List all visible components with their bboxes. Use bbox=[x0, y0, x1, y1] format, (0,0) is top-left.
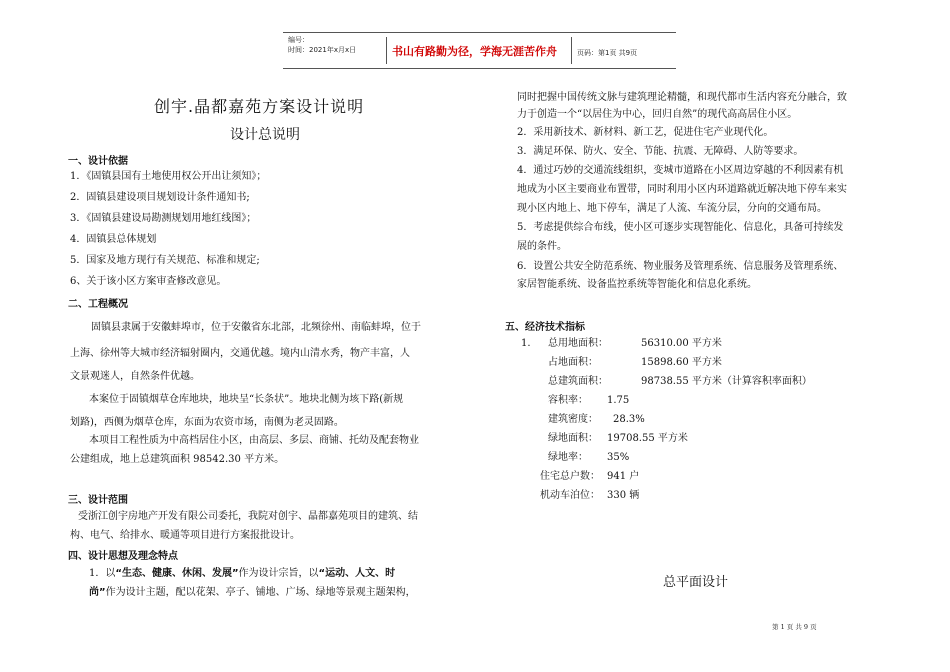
spec-label: 机动车泊位： bbox=[540, 490, 600, 501]
spec-value: 15898.60 平方米 bbox=[641, 357, 722, 368]
paragraph-line: 6．设置公共安全防范系统、物业服务及管理系统、信息服务及管理系统、 bbox=[517, 261, 844, 272]
spec-label: 占地面积： bbox=[548, 357, 598, 368]
emphasis-text: 尚” bbox=[89, 587, 106, 598]
header-page: 页码：第1页 共9页 bbox=[577, 49, 638, 57]
section-heading: 三、设计范围 bbox=[68, 495, 128, 506]
header-divider bbox=[571, 37, 572, 64]
spec-label: 住宅总户数： bbox=[540, 471, 600, 482]
emphasis-text: “运动、人文、时 bbox=[318, 568, 396, 579]
paragraph-line: 家居智能系统、设备监控系统等智能化和信息化系统。 bbox=[517, 279, 757, 290]
list-item: 6、关于该小区方案审查修改意见。 bbox=[70, 276, 227, 287]
list-item: 3．《固镇县建设局勘测规划用地红线图》； bbox=[70, 213, 257, 224]
header-time: 时间：2021年x月x日 bbox=[288, 46, 357, 54]
header-motto: 书山有路勤为径，学海无涯苦作舟 bbox=[392, 45, 557, 58]
paragraph-line: 构、电气、给排水、暖通等项目进行方案报批设计。 bbox=[70, 530, 300, 541]
text-run: 作为设计宗旨，以 bbox=[238, 568, 319, 579]
paragraph-line: 4．通过巧妙的交通流线组织，变城市道路在小区周边穿越的不利因素有机 bbox=[517, 165, 844, 176]
spec-value: 35% bbox=[607, 452, 630, 463]
header-number: 编号： bbox=[288, 36, 309, 44]
item-number: 1. bbox=[521, 338, 531, 349]
paragraph-line: 文景观迷人，自然条件优越。 bbox=[70, 371, 200, 382]
spec-label: 容积率： bbox=[548, 395, 588, 406]
section-heading: 五、经济技术指标 bbox=[505, 322, 585, 333]
list-item: 2．固镇县建设项目规划设计条件通知书; bbox=[70, 192, 250, 203]
paragraph-line: 划路)，西侧为烟草仓库，东面为农资市场，南侧为老灵固路。 bbox=[70, 417, 344, 428]
paragraph-line bbox=[89, 582, 416, 603]
page-footer: 第 1 页 共 9 页 bbox=[772, 623, 817, 631]
text-run: 1．以 bbox=[89, 568, 116, 579]
paragraph-line: 地成为小区主要商业布置带，同时利用小区内环道路就近解决地下停车来实 bbox=[517, 184, 847, 195]
doc-subtitle: 设计总说明 bbox=[230, 127, 300, 143]
list-item: 5．国家及地方现行有关规范、标准和规定; bbox=[70, 255, 260, 266]
section-heading: 二、工程概况 bbox=[68, 299, 128, 310]
section-title: 总平面设计 bbox=[663, 575, 729, 590]
spec-label: 总建筑面积： bbox=[548, 376, 608, 387]
spec-value: 98738.55 平方米（计算容积率面积） bbox=[641, 376, 812, 387]
spec-label: 绿地率： bbox=[548, 452, 588, 463]
spec-label: 绿地面积： bbox=[548, 433, 598, 444]
list-item: 1．《固镇县国有土地使用权公开出让须知》； bbox=[70, 171, 267, 182]
paragraph-line: 2．采用新技术、新材料、新工艺，促进住宅产业现代化。 bbox=[517, 127, 774, 138]
paragraph-line: 力于创造一个“以居住为中心，回归自然”的现代高高居住小区。 bbox=[517, 109, 798, 120]
section-heading: 一、设计依据 bbox=[68, 156, 128, 167]
spec-value: 1.75 bbox=[607, 395, 630, 406]
emphasis-text: “生态、健康、休闲、发展” bbox=[115, 568, 239, 579]
paragraph-line: 3．满足环保、防火、安全、节能、抗震、无障碍、人防等要求。 bbox=[517, 146, 804, 157]
spec-value: 56310.00 平方米 bbox=[641, 338, 722, 349]
list-item: 4．固镇县总体规划 bbox=[70, 234, 157, 245]
doc-title: 创宇.晶都嘉苑方案设计说明 bbox=[154, 97, 365, 116]
paragraph-line: 展的条件。 bbox=[517, 241, 567, 252]
paragraph-line bbox=[89, 563, 395, 584]
section-heading: 四、设计思想及理念特点 bbox=[68, 551, 178, 562]
header-divider bbox=[386, 37, 387, 64]
paragraph-line: 本案位于固镇烟草仓库地块，地块呈“长条状”。地块北侧为垓下路(新规 bbox=[89, 394, 404, 405]
section-body bbox=[70, 166, 266, 292]
spec-value: 330 辆 bbox=[607, 490, 640, 501]
paragraph-line: 上海、徐州等大城市经济辐射圈内，交通优越。境内山清水秀，物产丰富，人 bbox=[70, 348, 410, 359]
spec-label: 建筑密度： bbox=[548, 414, 598, 425]
paragraph-line: 5．考虑提供综合布线，使小区可逐步实现智能化、信息化，具备可持续发 bbox=[517, 222, 844, 233]
paragraph-line: 本项目工程性质为中高档居住小区，由高层、多层、商铺、托幼及配套物业 bbox=[89, 435, 419, 446]
text-run: 作为设计主题，配以花架、亭子、铺地、广场、绿地等景观主题架构， bbox=[105, 587, 416, 598]
paragraph-line: 同时把握中国传统文脉与建筑理论精髓，和现代都市生活内容充分融合，致 bbox=[517, 92, 847, 103]
paragraph-line: 固镇县隶属于安徽蚌埠市，位于安徽省东北部，北频徐州、南临蚌埠，位于 bbox=[91, 322, 421, 333]
paragraph-line: 受浙江创宇房地产开发有限公司委托，我院对创宇、晶都嘉苑项目的建筑、结 bbox=[78, 511, 418, 522]
spec-value: 19708.55 平方米 bbox=[607, 433, 688, 444]
paragraph-line: 公建组成，地上总建筑面积 98542.30 平方米。 bbox=[70, 454, 285, 465]
spec-value: 28.3% bbox=[613, 414, 645, 425]
paragraph-line: 现小区内地上、地下停车，满足了人流、车流分层，分向的交通布局。 bbox=[517, 203, 827, 214]
spec-value: 941 户 bbox=[607, 471, 640, 482]
spec-label: 总用地面积： bbox=[548, 338, 608, 349]
